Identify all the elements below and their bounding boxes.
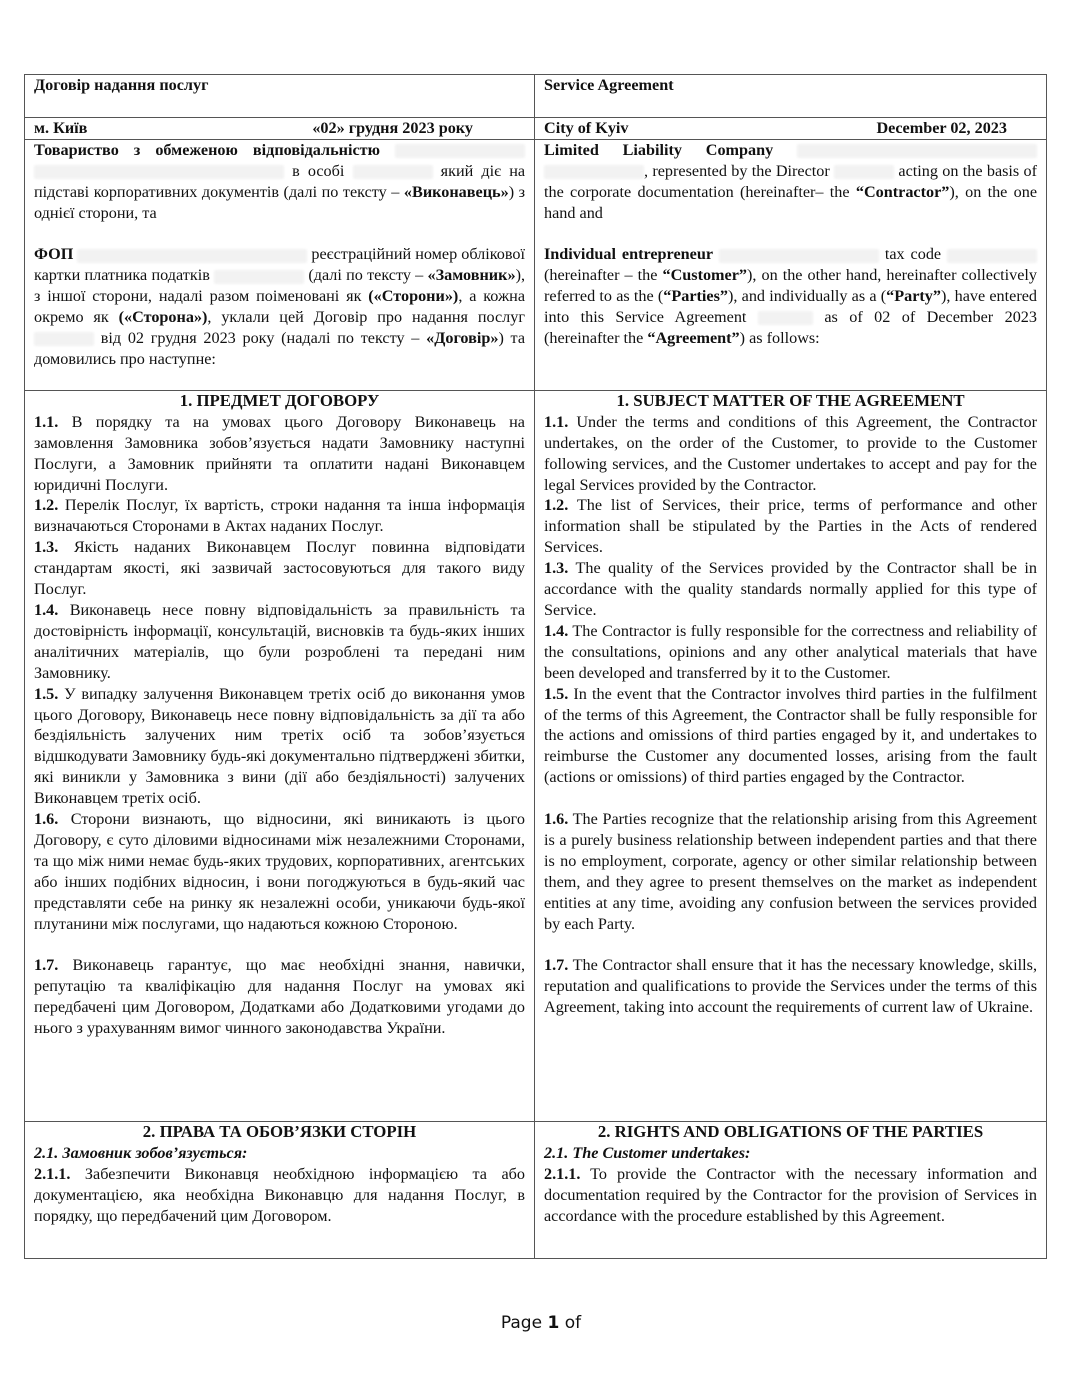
city-date-uk-cell [25,118,535,140]
clause [544,621,1037,684]
city-date-row [25,118,1047,140]
redacted-text [77,249,307,263]
page-of-label: of [564,1313,582,1333]
text: (далі по тексту – [308,266,424,285]
clause-number: 1.6. [544,810,569,829]
clause-number: 1.1. [544,412,569,431]
text: acting on the basis of the corporate documentation (hereinafter– the [544,161,1038,201]
clause [34,495,525,537]
clause-text: Виконавець несе повну відповідальність за правильність та достовірність інформації, консультацій, висновків та будь-яких інших аналітичних матеріалів, що були розроблені та передані ним Замовнику. [34,600,526,682]
term-agreement-en: “Agreement” [647,329,740,348]
text: ) з однієї сторони, та [34,182,525,222]
term-party-en: “Party” [886,287,941,306]
clause-text: Виконавець гарантує, що має необхідні знання, навички, репутацію та кваліфікацію для надання Послуг на умовах які передбачені цим Договором, Додатками або Додатковими угодами до нього з урахуванням вимог чинного законодавства України. [34,956,525,1038]
redacted-text [797,144,1037,158]
title-uk: Договір надання послуг [34,76,209,94]
clause-number: 1.7. [544,956,569,975]
text: ) та домовились про наступне: [34,329,526,368]
city-en: City of Kyiv [544,119,629,137]
term-customer-en: “Customer” [662,266,748,285]
customer-paragraph-en [544,244,1037,349]
clause-text: To provide the Contractor with the necessary information and documentation required by the Contractor for the provision of Services in accordance with the procedure established by this Agreement. [544,1164,1037,1225]
clause-text: В порядку та на умовах цього Договору Виконавець на замовлення Замовника зобов’язується надати Замовнику наступні Послуги, а Замовник прийняти та оплатити надані Виконавцем юридичні Послуги. [34,412,525,494]
text: , а кожна окремо як [34,287,525,327]
clause [544,955,1037,1018]
city-uk: м. Київ [34,119,88,137]
clause [544,558,1037,621]
text: діє на підставі корпоративних документів (далі по тексту – [34,161,526,201]
text: , уклали цей Договір про надання послуг [207,308,525,327]
clause-text: The list of Services, their price, terms of performance and other information shall be stipulated by the Parties in the Acts of rendered Services. [544,496,1037,557]
clause [34,600,525,684]
clause-number: 1.6. [34,810,59,829]
term-contractor-en: “Contractor” [855,182,950,201]
text: ) as follows: [739,329,820,348]
clause [34,537,525,600]
section-subheading: 2.1. Замовник зобов’язується: [34,1143,248,1162]
clause-number: 1.2. [544,496,569,515]
clause-number: 1.3. [544,559,569,578]
section-2-en-cell [535,1121,1047,1258]
clause-text: Сторони визнають, що відносини, які виникають із цього Договору, є суто діловими відносинами між незалежними Сторонами, та що між ними немає будь-яких трудових, корпоративних, агентських або інших подібних відносин, і вони погоджуються в будь-який час представляти себе на ринку як незалежні особи, уникаючи будь-якої плутанини між послугами, що надаються кожною Стороною. [34,810,525,933]
title-uk-cell [25,75,535,118]
clause [544,495,1037,558]
parties-uk-cell [25,139,535,390]
term-party-uk: («Сторона») [118,308,208,327]
redacted-text [34,332,94,346]
clause-text: Якість наданих Виконавцем Послуг повинна відповідати стандартам якості, які зазвичай застосовуються для такого виду Послуг. [34,538,525,599]
contractor-paragraph-en [544,140,1037,224]
text: ), on the one hand and [544,182,1037,222]
clause-number: 1.4. [544,621,569,640]
clause [34,809,525,934]
section-2-row [25,1121,1047,1258]
redacted-text [34,165,284,179]
section-2-uk-cell [25,1121,535,1258]
clause-number: 2.1.1. [34,1164,71,1183]
clause-text: The quality of the Services provided by the Contractor shall be in accordance with the quality standards normally applied for this type of Service. [544,559,1037,619]
text: , represented by the Director [644,161,830,180]
date-uk: «02» грудня 2023 року [312,119,473,137]
clause-number: 1.1. [34,412,59,431]
page-label: Page [500,1313,543,1333]
date-en: December 02, 2023 [876,119,1007,137]
redacted-text [214,270,304,284]
term-agreement-uk: «Договір» [426,329,499,348]
city-date-en-cell [535,118,1047,140]
parties-row [25,139,1047,390]
text: в особі [292,161,345,180]
term-contractor-uk: «Виконавець» [403,182,509,201]
bilingual-agreement-table [24,74,1047,1259]
redacted-text [719,249,879,263]
contractor-paragraph-uk [34,140,525,224]
clause-text: У випадку залучення Виконавцем третіх осіб до виконання умов цього Договору, Виконавець несе повну відповідальність за дії та або бездіяльність залучених ним третіх осіб та зобов’язується відшкодувати Замовнику будь-які документально підтверджені збитки, які виникли у Замовника з вини (дії або бездіяльності) залучених Виконавцем третіх осіб. [34,684,525,808]
clause-text: Забезпечити Виконавця необхідною інформацією та або документацією, яка необхідна Виконавцю для надання Послуг, в порядку, що передбачений цим Договором. [34,1164,526,1225]
clause-number: 1.7. [34,956,59,975]
section-heading: 1. SUBJECT MATTER OF THE AGREEMENT [616,390,965,410]
section-subheading: 2.1. The Customer undertakes: [544,1143,751,1162]
text: від 02 грудня 2023 року (надалі по тексту – [100,329,420,348]
text: ), on the other hand, hereinafter collectively referred to as the ( [544,266,1038,306]
contractor-type-en: Limited Liability Company [544,140,774,159]
clause [34,684,525,809]
clause-text: In the event that the Contractor involves third parties in the fulfilment of the terms of this Agreement, the Contractor shall be fully responsible for the actions and omissions of third parties engaged by it, and undertakes to reimburse the Customer any documented losses, arising from the fault (actions or omissions) of third parties engaged by the Contractor. [544,684,1038,787]
clause-text: The Contractor is fully responsible for the correctness and reliability of the consultations, opinions and any other analytical materials that have been developed and transferred by it to the Customer. [544,621,1038,682]
text: (hereinafter – the [544,266,658,285]
clause [544,412,1037,496]
clause-number: 1.2. [34,496,59,515]
section-heading: 1. ПРЕДМЕТ ДОГОВОРУ [179,390,380,410]
section-1-en-cell [535,390,1047,1121]
clause-text: The Contractor shall ensure that it has the necessary knowledge, skills, reputation and qualifications to provide the Services under the terms of this Agreement, taking into account the requirements of current law of Ukraine. [544,956,1037,1017]
clause [544,809,1037,934]
redacted-text [395,144,525,158]
text: який [440,161,474,180]
page-number: 1 [547,1313,560,1333]
text: tax code [884,245,942,264]
section-heading: 2. ПРАВА ТА ОБОВ’ЯЗКИ СТОРІН [142,1121,417,1141]
clause [544,684,1037,789]
text: реєстраційний номер облікової картки платника податків [34,245,525,285]
text: ), have entered into this Service Agreement [544,287,1037,327]
term-parties-uk: («Сторони») [368,287,459,306]
term-parties-en: “Parties” [663,287,728,306]
clause-text: Under the terms and conditions of this Agreement, the Contractor undertakes, on the order of the Customer, to provide to the Customer following services, and the Customer undertakes to accept and pay for the legal Services provided by the Contractor. [544,412,1037,494]
title-en: Service Agreement [544,76,674,94]
text: ), and individually as a ( [728,287,887,306]
clause [34,955,525,1039]
section-heading: 2. RIGHTS AND OBLIGATIONS OF THE PARTIES [597,1121,984,1141]
clause [544,1164,1037,1227]
clause-number: 2.1.1. [544,1164,581,1183]
text: as of 02 of December 2023 (hereinafter the [544,308,1037,348]
section-1-uk-cell [25,390,535,1121]
text: ), з іншої сторони, надалі разом поіменовані як [34,266,525,306]
clause-number: 1.4. [34,600,59,619]
clause-number: 1.5. [544,684,569,703]
clause-text: The Parties recognize that the relationship arising from this Agreement is a purely business relationship between independent parties and that there is no employment, corporate, agency or other similar relationship between them, and they agree to present themselves on the market as independent entities at any time, avoiding any confusion between the services provided by each Party. [544,810,1037,933]
clause-number: 1.5. [34,684,59,703]
clause [34,1164,525,1227]
clause-number: 1.3. [34,538,59,557]
redacted-text [758,311,813,325]
redacted-text [544,165,644,179]
redacted-text [353,165,433,179]
clause-text: Перелік Послуг, їх вартість, строки надання та інша інформація визначаються Сторонами в Актах наданих Послуг. [34,496,526,536]
page-footer [0,1313,1082,1333]
clause [34,412,525,496]
customer-paragraph-uk [34,244,525,369]
redacted-text [947,249,1037,263]
title-row [25,75,1047,118]
customer-type-uk: ФОП [34,245,74,264]
section-1-row [25,390,1047,1121]
contractor-type-uk: Товариство з обмеженою відповідальністю [34,140,380,159]
parties-en-cell [535,139,1047,390]
redacted-text [834,165,894,179]
customer-type-en: Individual entrepreneur [544,245,714,264]
term-customer-uk: «Замовник» [427,266,516,285]
title-en-cell [535,75,1047,118]
